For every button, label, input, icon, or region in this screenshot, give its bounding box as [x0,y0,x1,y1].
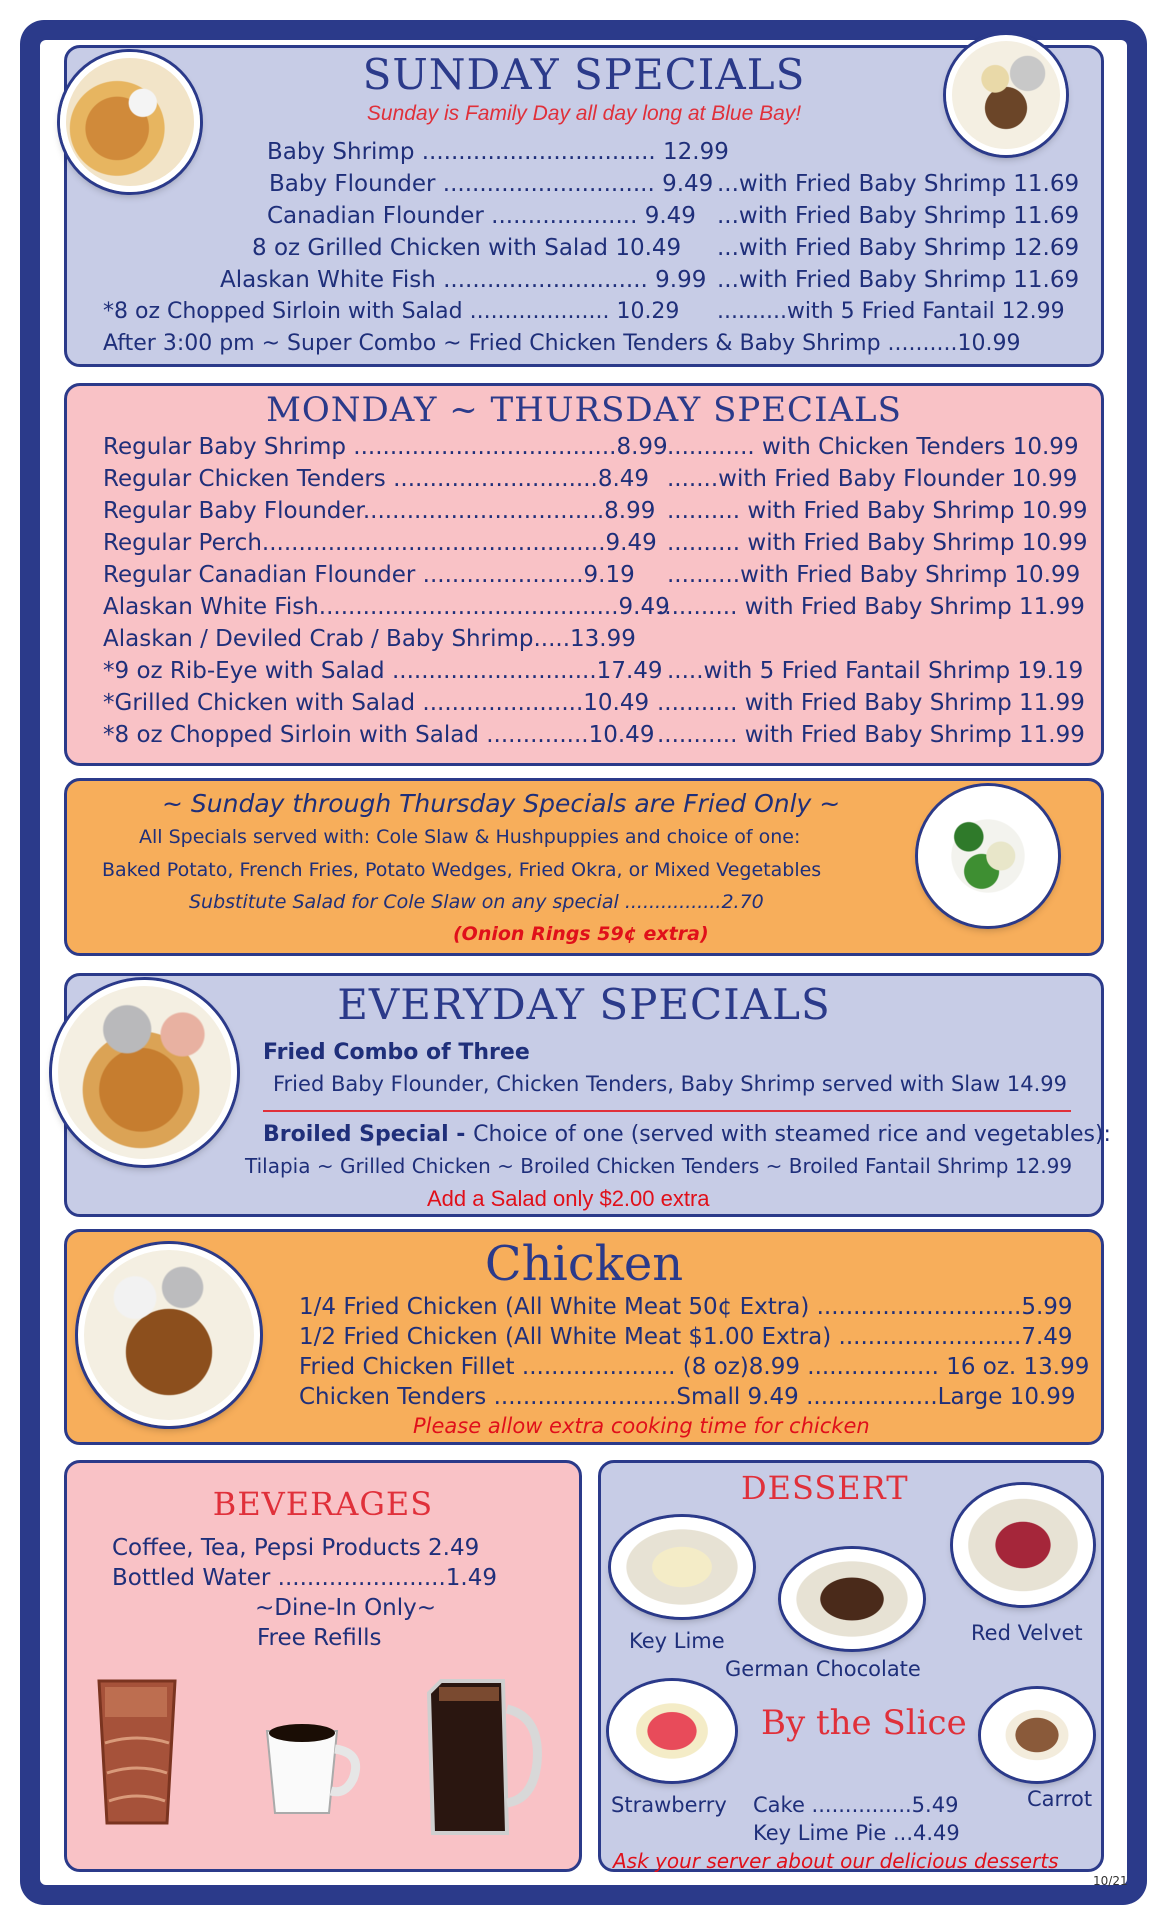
key-lime-pie-image [611,1517,753,1617]
broiled-desc: Choice of one (served with steamed rice and vegetables): [473,1122,1111,1147]
chicken-note: Please allow extra cooking time for chicken [413,1414,870,1438]
sunday-extra: ...with Fried Baby Shrimp 11.69 [717,267,1080,293]
sunday-extra: ...with Fried Baby Shrimp 11.69 [717,171,1080,197]
sunday-extra: ..........with 5 Fried Fantail 12.99 [717,299,1065,324]
sunday-item: *8 oz Chopped Sirloin with Salad .................... 10.29 [103,299,680,324]
monday-item: Regular Perch...............................................9.49 [103,530,657,556]
carrot-label: Carrot [1027,1787,1093,1811]
sunday-item: 8 oz Grilled Chicken with Salad 10.49 [252,235,682,261]
everyday-title: EVERYDAY SPECIALS [337,980,831,1029]
monday-extra: .......with Fried Baby Flounder 10.99 [667,466,1078,492]
fried-line3: Substitute Salad for Cole Slaw on any special ................2.70 [189,891,764,913]
footer-code: 10/21 [1093,1874,1128,1888]
monday-item: Alaskan White Fish.........................................9.49 [103,594,670,620]
steak-potato-plate-image [946,35,1066,155]
chicken-item: 1/2 Fried Chicken (All White Meat $1.00 Extra) .........................7.49 [299,1324,1073,1350]
monday-item: Regular Canadian Flounder ......................9.19 [103,562,635,588]
sunday-item: Alaskan White Fish ............................ 9.99 [220,267,707,293]
german-chocolate-cake-image [781,1549,923,1649]
monday-item: *Grilled Chicken with Salad ......................10.49 [103,690,650,716]
broiled-items: Tilapia ~ Grilled Chicken ~ Broiled Chicken Tenders ~ Broiled Fantail Shrimp 12.99 [245,1154,1073,1178]
sunday-title: SUNDAY SPECIALS [362,50,806,99]
monday-item: Regular Chicken Tenders ............................8.49 [103,466,650,492]
divider-line [263,1110,1071,1112]
monday-title: MONDAY ~ THURSDAY SPECIALS [266,390,902,430]
sunday-item: Baby Shrimp ................................ 12.99 [267,139,729,165]
sunday-extra: ...with Fried Baby Shrimp 11.69 [717,203,1080,229]
red-velvet-label: Red Velvet [971,1621,1083,1645]
fried-headline: ~ Sunday through Thursday Specials are Fried Only ~ [162,789,841,818]
fried-line2: Baked Potato, French Fries, Potato Wedges, Fried Okra, or Mixed Vegetables [102,859,822,881]
carrot-cake-image [981,1689,1093,1781]
monday-extra: ............ with Chicken Tenders 10.99 [667,434,1079,460]
monday-extra: ........... with Fried Baby Shrimp 11.99 [657,722,1085,748]
dessert-panel [598,1460,1104,1872]
sunday-subtitle: Sunday is Family Day all day long at Blue Bay! [366,102,802,125]
chicken-item: Chicken Tenders .........................Small 9.49 ..................Large 10.99 [299,1384,1076,1410]
monday-extra: ..........with Fried Baby Shrimp 10.99 [667,562,1081,588]
monday-extra: .......... with Fried Baby Shrimp 10.99 [667,530,1088,556]
dessert-title: DESSERT [741,1469,909,1507]
iced-tea-glass-icon [91,1673,183,1833]
broiled-special [263,1122,1111,1147]
monday-extra: .....with 5 Fried Fantail Shrimp 19.19 [667,658,1084,684]
key-lime-label: Key Lime [629,1629,725,1653]
beverages-panel [64,1460,582,1872]
monday-extra: .......... with Fried Baby Shrimp 10.99 [667,498,1088,524]
soda-pitcher-icon [419,1673,543,1843]
german-chocolate-label: German Chocolate [725,1657,921,1681]
combo-desc: Fried Baby Flounder, Chicken Tenders, Baby Shrimp served with Slaw 14.99 [273,1072,1067,1096]
monday-item: Regular Baby Flounder.................................8.99 [103,498,656,524]
vegetables-plate-image [918,786,1058,926]
fried-chicken-plate-image [78,1244,260,1426]
sunday-combo: After 3:00 pm ~ Super Combo ~ Fried Chicken Tenders & Baby Shrimp ..........10.99 [103,331,1021,356]
broiled-label: Broiled Special - [263,1122,474,1147]
monday-item: *9 oz Rib-Eye with Salad ............................17.49 [103,658,663,684]
beverage-water: Bottled Water .......................1.49 [112,1565,498,1591]
dessert-ask-note: Ask your server about our delicious desserts [613,1849,1059,1873]
chicken-item: Fried Chicken Fillet ..................... (8 oz)8.99 .................. 16 oz. 13.99 [299,1354,1090,1380]
sunday-item: Baby Flounder ............................. 9.49 [269,171,714,197]
fried-combo-plate-image [52,980,237,1165]
onion-rings-note: (Onion Rings 59¢ extra) [453,923,709,945]
free-refills-note: Free Refills [257,1625,382,1651]
monday-thursday-panel [64,383,1104,766]
combo-title: Fried Combo of Three [263,1040,530,1065]
sunday-extra: ...with Fried Baby Shrimp 12.69 [717,235,1080,261]
strawberry-label: Strawberry [611,1793,727,1817]
beverage-coffee: Coffee, Tea, Pepsi Products 2.49 [112,1535,480,1561]
chicken-item: 1/4 Fried Chicken (All White Meat 50¢ Extra) ............................5.99 [299,1294,1073,1320]
sunday-item: Canadian Flounder .................... 9.49 [267,203,696,229]
monday-extra: ........... with Fried Baby Shrimp 11.99 [657,690,1085,716]
monday-item: *8 oz Chopped Sirloin with Salad ..............10.49 [103,722,655,748]
by-the-slice-title: By the Slice [761,1703,967,1743]
dine-in-note: ~Dine-In Only~ [255,1595,437,1621]
monday-item: Alaskan / Deviled Crab / Baby Shrimp.....13.99 [103,626,636,652]
chicken-title: Chicken [484,1236,684,1292]
coffee-cup-icon [257,1713,367,1823]
add-salad-note: Add a Salad only $2.00 extra [427,1186,710,1211]
pie-price: Key Lime Pie ...4.49 [753,1821,960,1845]
shrimp-fries-plate-image [60,52,200,192]
strawberry-cake-image [609,1681,735,1781]
monday-extra: ........... with Fried Baby Shrimp 11.99 [657,594,1085,620]
beverages-title: BEVERAGES [212,1485,434,1523]
monday-item: Regular Baby Shrimp ....................................8.99 [103,434,668,460]
fried-line1: All Specials served with: Cole Slaw & Hushpuppies and choice of one: [139,826,801,848]
red-velvet-cake-image [953,1485,1093,1605]
cake-price: Cake ...............5.49 [753,1793,959,1817]
